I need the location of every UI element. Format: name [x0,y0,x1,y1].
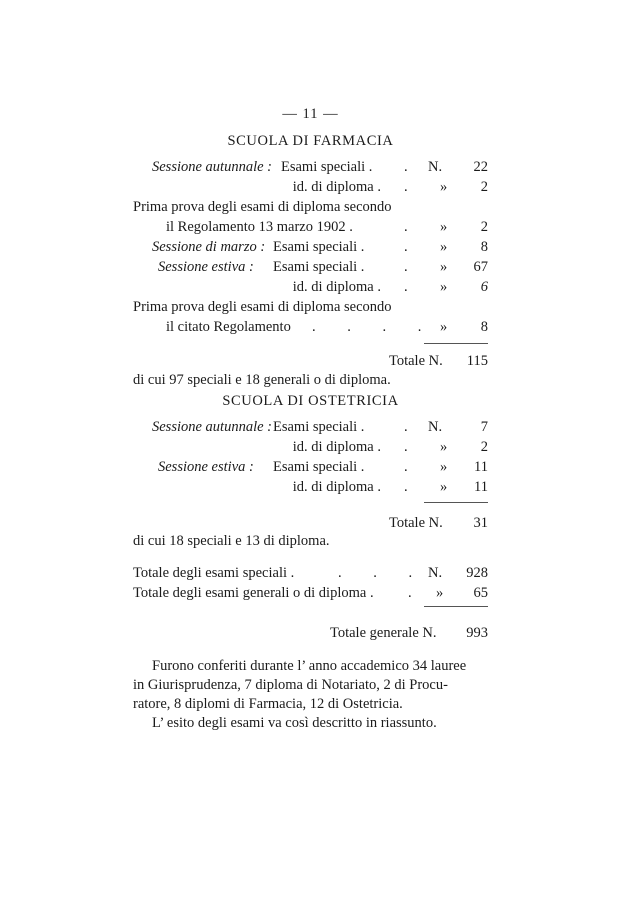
ostetricia-row-dots: . [404,419,408,435]
farmacia-row-value: 6 [480,279,488,295]
farmacia-row-mark: » [440,239,448,255]
summary-row-mark: N. [428,565,443,581]
ostetricia-row-value: 7 [480,419,488,435]
summary-row-label: Totale degli esami generali o di diploma . [133,585,374,601]
page-number: — 11 — [282,106,339,122]
farmacia-row-dots: . [404,239,408,255]
paragraph-closing: L’ esito degli esami va così descritto in riassunto. [152,715,437,731]
summary-row-value: 65 [473,585,488,601]
farmacia-row-value: 67 [473,259,488,275]
farmacia-total-rule [424,343,488,344]
ostetricia-row-label: id. di diploma . [292,479,381,495]
summary-row-mark: » [436,585,444,601]
farmacia-row-mark: N. [428,159,443,175]
ostetricia-row-label: Esami speciali . [273,419,365,435]
farmacia-row-value: 2 [480,219,488,235]
ostetricia-row-value: 2 [480,439,488,455]
farmacia-row-value: 2 [480,179,488,195]
farmacia-row-label: il citato Regolamento [166,319,291,335]
ostetricia-row-dots: . [404,479,408,495]
ostetricia-total-label: Totale N. [389,515,443,531]
farmacia-row-session: Sessione estiva : [158,259,254,275]
farmacia-row-dots: . [404,159,408,175]
ostetricia-breakdown: di cui 18 speciali e 13 di diploma. [133,533,330,549]
farmacia-row-text: Prima prova degli esami di diploma secondo [133,199,392,215]
grand-total-label: Totale generale N. [330,625,437,641]
farmacia-row-session: Sessione autunnale : [152,159,273,175]
paragraph-line: ratore, 8 diplomi di Farmacia, 12 di Ostetricia. [133,696,403,712]
farmacia-row-label: Esami speciali . [273,259,365,275]
ostetricia-row-label: id. di diploma . [292,439,381,455]
farmacia-row-mark: » [440,319,448,335]
ostetricia-row-session: Sessione estiva : [158,459,254,475]
farmacia-row-dots: . [404,179,408,195]
ostetricia-row-mark: » [440,479,448,495]
farmacia-row-mark: » [440,219,448,235]
farmacia-row-value: 8 [480,239,488,255]
farmacia-row-mark: » [440,279,448,295]
ostetricia-row-value: 11 [474,459,488,475]
summary-total-rule [424,606,488,607]
grand-total-value: 993 [466,625,488,641]
ostetricia-row-mark: » [440,439,448,455]
ostetricia-row-dots: . [404,459,408,475]
ostetricia-row-session: Sessione autunnale : [152,419,273,435]
farmacia-total-value: 115 [466,353,488,369]
farmacia-row-label: id. di diploma . [292,279,381,295]
farmacia-row-value: 22 [473,159,488,175]
ostetricia-total-rule [424,502,488,503]
farmacia-row-mark: » [440,259,448,275]
farmacia-heading: SCUOLA DI FARMACIA [227,133,394,149]
farmacia-row-dots: . [404,279,408,295]
summary-row-dots: . [408,585,412,601]
farmacia-total-label: Totale N. [389,353,443,369]
ostetricia-row-mark: N. [428,419,443,435]
summary-row-label: Totale degli esami speciali . [133,565,295,581]
summary-row-dots: . . . [338,565,427,581]
summary-row-value: 928 [466,565,488,581]
farmacia-row-dots: . [404,219,408,235]
ostetricia-heading: SCUOLA DI OSTETRICIA [222,393,399,409]
farmacia-row-mark: » [440,179,448,195]
farmacia-row-label: Esami speciali . [281,159,373,175]
farmacia-row-value: 8 [480,319,488,335]
ostetricia-row-value: 11 [474,479,488,495]
ostetricia-row-mark: » [440,459,448,475]
paragraph-line: Furono conferiti durante l’ anno accademico 34 lauree [152,658,467,674]
ostetricia-row-label: Esami speciali . [273,459,365,475]
farmacia-breakdown: di cui 97 speciali e 18 generali o di diploma. [133,372,391,388]
farmacia-row-text: Prima prova degli esami di diploma secondo [133,299,392,315]
farmacia-row-label: Esami speciali . [273,239,365,255]
farmacia-row-label: il Regolamento 13 marzo 1902 . [166,219,353,235]
farmacia-row-dots: . . . . [312,319,436,335]
paragraph-line: in Giurisprudenza, 7 diploma di Notariato, 2 di Procu- [133,677,448,693]
farmacia-row-session: Sessione di marzo : [152,239,266,255]
ostetricia-row-dots: . [404,439,408,455]
farmacia-row-label: id. di diploma . [292,179,381,195]
ostetricia-total-value: 31 [473,515,488,531]
farmacia-row-dots: . [404,259,408,275]
